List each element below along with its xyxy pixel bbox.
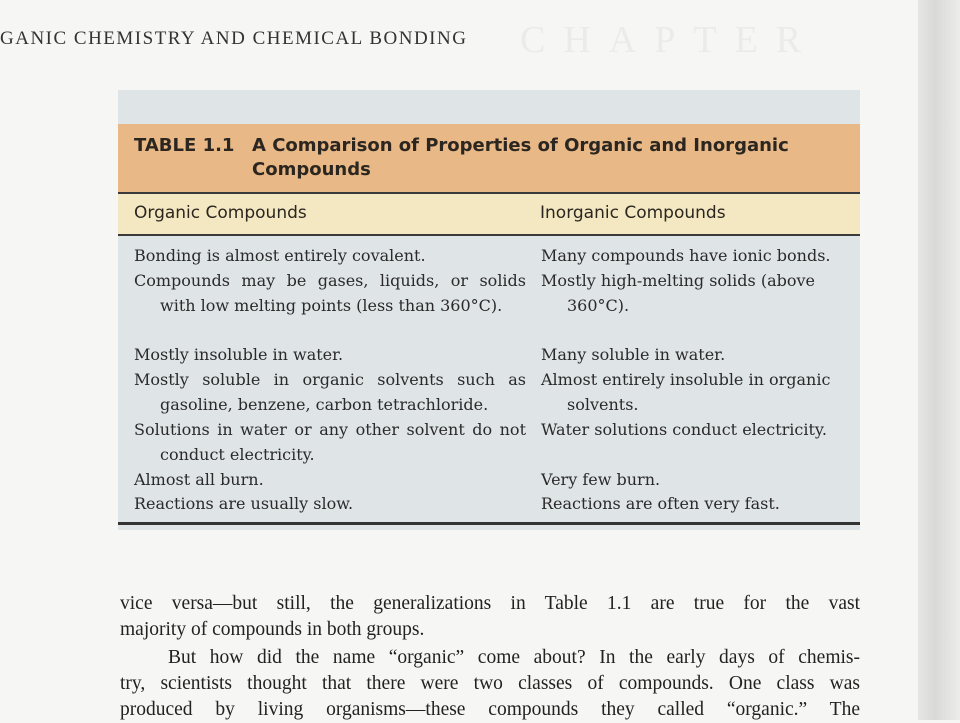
table-cell-organic: Almost all burn. [134, 470, 264, 489]
table-cell-inorganic: Many soluble in water. [541, 345, 726, 364]
table-cell-inorganic: Almost entirely insoluble in organic solvents. [541, 370, 831, 414]
column-header-inorganic: Inorganic Compounds [540, 203, 726, 223]
bleed-through-text: CHAPTER [520, 19, 820, 61]
table-cell-inorganic: Very few burn. [541, 470, 661, 489]
body-text-line: vice versa—but still, the generalizations in Table 1.1 are true for the vast [120, 593, 860, 614]
table-title [134, 134, 834, 182]
column-header-bar [118, 194, 860, 236]
table-bottom-rule [118, 522, 860, 525]
table-cell-organic: Compounds may be gases, liquids, or solids with low melting points (less than 360°C). [134, 271, 526, 315]
table-cell-organic: Reactions are usually slow. [134, 494, 354, 513]
table-cell-inorganic: Mostly high-melting solids (above 360°C). [541, 271, 815, 315]
running-head: GANIC CHEMISTRY AND CHEMICAL BONDING [0, 28, 468, 49]
table-title-bar [118, 124, 860, 194]
table-cell-organic: Solutions in water or any other solvent do not conduct electricity. [134, 420, 526, 464]
body-text-line: majority of compounds in both groups. [120, 619, 425, 640]
column-header-organic: Organic Compounds [134, 203, 307, 223]
body-text-line: try, scientists thought that there were two classes of compounds. One class was [120, 673, 860, 694]
table-caption: A Comparison of Properties of Organic and Inorganic Compounds [252, 135, 789, 180]
table-cell-organic: Mostly soluble in organic solvents such as gasoline, benzene, carbon tetrachloride. [134, 370, 526, 414]
table-cell-organic: Mostly insoluble in water. [134, 345, 344, 364]
table-cell-inorganic: Reactions are often very fast. [541, 494, 780, 513]
table-cell-inorganic: Water solutions conduct electricity. [541, 420, 827, 439]
table-cell-inorganic: Many compounds have ionic bonds. [541, 246, 831, 265]
body-text-line: But how did the name “organic” come about? In the early days of chemis- [168, 647, 860, 668]
table-cell-organic: Bonding is almost entirely covalent. [134, 246, 426, 265]
page-edge-shadow [918, 0, 960, 720]
body-text-line: produced by living organisms—these compounds they called “organic.” The [120, 699, 860, 720]
table-label: TABLE 1.1 [134, 135, 235, 156]
